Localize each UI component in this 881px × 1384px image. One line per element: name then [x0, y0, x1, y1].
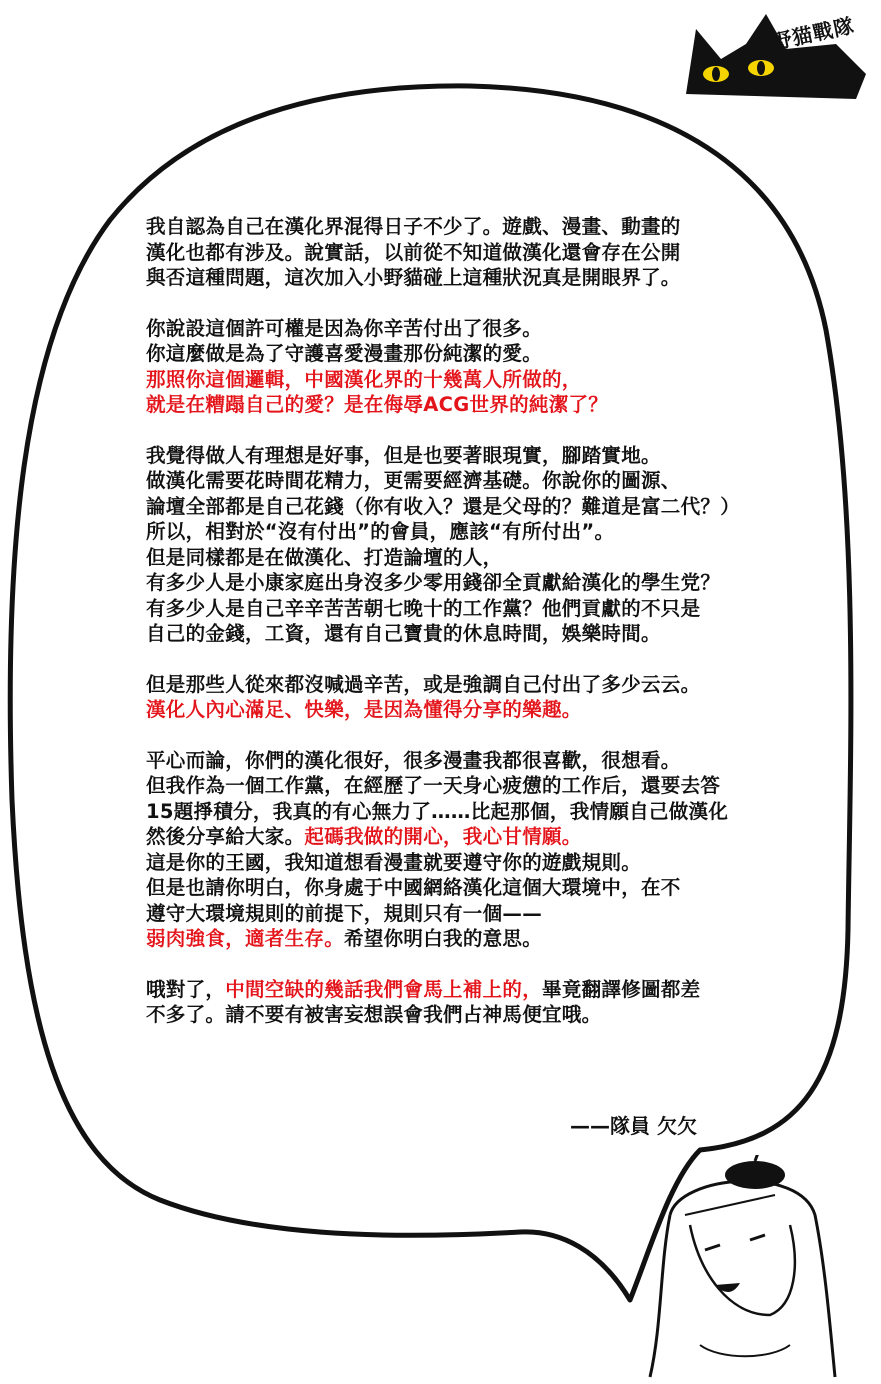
letter-paragraph	[146, 316, 786, 418]
body-text: 與否這種問題，這次加入小野貓碰上這種狀況真是開眼界了。	[146, 266, 681, 289]
letter-line	[146, 697, 786, 723]
cat-pupil-left	[712, 67, 720, 81]
body-text: 不多了。請不要有被害妄想誤會我們占神馬便宜哦。	[146, 1003, 602, 1026]
body-text: 但是那些人從來都沒喊過辛苦，或是強調自己付出了多少云云。	[146, 672, 701, 696]
letter-line	[146, 977, 786, 1003]
letter-line	[146, 748, 786, 774]
hair-outline	[670, 1181, 835, 1377]
body-text: 我自認為自己在漢化界混得日子不少了。遊戲、漫畫、動畫的	[146, 215, 681, 238]
letter-line	[146, 570, 786, 596]
letter-line	[146, 621, 786, 647]
body-text: 自己的金錢，工資，還有自己寶貴的休息時間，娛樂時間。	[146, 622, 661, 645]
highlighted-text: 弱肉強食，適者生存。	[146, 927, 345, 950]
cat-pupil-right	[757, 61, 765, 75]
letter-line	[146, 316, 786, 342]
highlighted-text: 起碼我做的開心，我心甘情願。	[304, 825, 582, 848]
body-text: 有多少人是自己辛辛苦苦朝七晚十的工作黨？他們貢獻的不只是	[146, 596, 701, 620]
letter-line	[146, 392, 786, 418]
letter-line	[146, 240, 786, 266]
letter-line	[146, 367, 786, 393]
letter-line	[146, 596, 786, 622]
highlighted-text: 就是在糟蹋自己的愛？是在侮辱ACG世界的純潔了？	[146, 393, 609, 416]
letter-paragraph	[146, 214, 786, 291]
face-outline	[690, 1225, 795, 1315]
body-text: 所以，相對於“沒有付出”的會員，應該“有所付出”。	[146, 520, 615, 543]
letter-line	[146, 901, 786, 927]
body-text: 15題掙積分，我真的有心無力了……比起那個，我情願自己做漢化	[146, 799, 729, 823]
body-text: 遵守大環境規則的前提下，規則只有一個——	[146, 901, 543, 925]
letter-line	[146, 468, 786, 494]
letter-line	[146, 799, 786, 825]
highlighted-text: 漢化人內心滿足、快樂，是因為懂得分享的樂趣。	[146, 698, 582, 721]
letter-line	[146, 443, 786, 469]
letter-paragraph	[146, 443, 786, 647]
body-text: 然後分享給大家。	[146, 825, 305, 848]
letter-line	[146, 672, 786, 698]
body-text: 但是也請你明白，你身處于中國網絡漢化這個大環境中，在不	[146, 876, 681, 899]
body-text: 你說設這個許可權是因為你辛苦付出了很多。	[146, 316, 543, 340]
body-text: 哦對了，	[146, 977, 226, 1001]
letter-line	[146, 824, 786, 850]
highlighted-text: 那照你這個邏輯，中國漢化界的十幾萬人所做的，	[146, 367, 582, 391]
letter-line	[146, 545, 786, 571]
letter-line	[146, 1002, 786, 1028]
letter-line	[146, 926, 786, 952]
body-text: 但是同樣都是在做漢化、打造論壇的人，	[146, 545, 503, 569]
letter-line	[146, 341, 786, 367]
body-text: 但我作為一個工作黨，在經歷了一天身心疲憊的工作后，還要去答	[146, 774, 721, 797]
letter-line	[146, 265, 786, 291]
body-text: 畢竟翻譯修圖都差	[542, 977, 701, 1001]
logo-title: 小野猫戰隊	[748, 13, 857, 59]
mouth-icon	[715, 1283, 740, 1292]
signature: ——隊員 欠欠	[570, 1114, 697, 1138]
body-text: 做漢化需要花時間花精力，更需要經濟基礎。你說你的圖源、	[146, 469, 681, 492]
body-text: 希望你明白我的意思。	[344, 927, 543, 950]
body-text: 我覺得做人有理想是好事，但是也要著眼現實，腳踏實地。	[146, 443, 661, 467]
letter-line	[146, 494, 786, 520]
letter-line	[146, 519, 786, 545]
body-text: 這是你的王國，我知道想看漫畫就要遵守你的遊戲規則。	[146, 850, 642, 874]
letter-paragraph	[146, 748, 786, 952]
highlighted-text: 中間空缺的幾話我們會馬上補上的，	[225, 977, 543, 1001]
character-illustration	[590, 1155, 840, 1380]
letter-line	[146, 875, 786, 901]
letter-line	[146, 773, 786, 799]
letter-body	[146, 214, 786, 1053]
letter-line	[146, 850, 786, 876]
body-text: 論壇全部都是自己花錢（你有收入？還是父母的？難道是富二代？）	[146, 494, 741, 518]
letter-line	[146, 214, 786, 240]
body-text: 你這麼做是為了守護喜愛漫畫那份純潔的愛。	[146, 342, 543, 365]
body-text: 平心而論，你們的漢化很好，很多漫畫我都很喜歡，很想看。	[146, 748, 681, 772]
letter-paragraph	[146, 977, 786, 1028]
letter-paragraph	[146, 672, 786, 723]
body-text: 有多少人是小康家庭出身沒多少零用錢卻全貢獻給漢化的學生党？	[146, 571, 721, 594]
body-text: 漢化也都有涉及。說實話，以前從不知道做漢化還會存在公開	[146, 240, 681, 264]
